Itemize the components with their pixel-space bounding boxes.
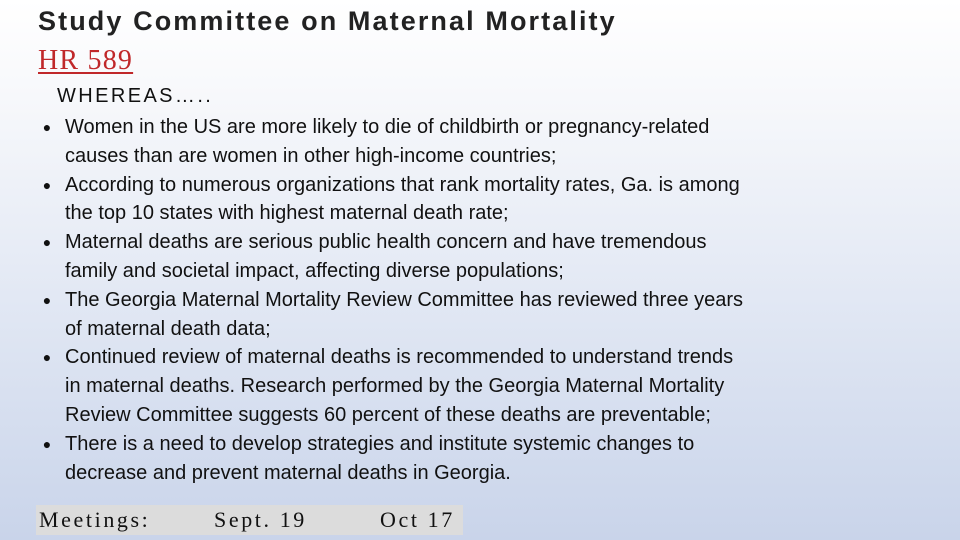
list-item bbox=[38, 343, 898, 429]
bullet-line: Continued review of maternal deaths is recommended to understand trends bbox=[65, 346, 734, 369]
list-item bbox=[38, 113, 898, 171]
bullet-icon: ● bbox=[42, 349, 52, 366]
bullet-icon: ● bbox=[42, 435, 52, 452]
bullet-line: in maternal deaths. Research performed by the Georgia Maternal Mortality bbox=[65, 375, 725, 398]
bullet-line: There is a need to develop strategies and institute systemic changes to bbox=[65, 432, 695, 455]
bullet-line: According to numerous organizations that rank mortality rates, Ga. is among bbox=[65, 173, 740, 196]
bill-number: HR 589 bbox=[38, 45, 134, 76]
bullet-line: the top 10 states with highest maternal death rate; bbox=[65, 202, 509, 225]
bullet-icon: ● bbox=[42, 234, 52, 251]
whereas-list bbox=[38, 113, 898, 487]
bullet-line: The Georgia Maternal Mortality Review Committee has reviewed three years bbox=[65, 288, 744, 311]
slide-title: Study Committee on Maternal Mortality bbox=[38, 6, 617, 36]
bullet-icon: ● bbox=[42, 176, 52, 193]
bullet-line: causes than are women in other high-income countries; bbox=[65, 144, 557, 167]
meetings-label: Meetings: bbox=[39, 507, 151, 532]
bullet-icon: ● bbox=[42, 119, 52, 135]
bullet-line: Women in the US are more likely to die of childbirth or pregnancy-related bbox=[65, 116, 710, 138]
meeting-date: Oct 17 bbox=[380, 507, 455, 532]
list-item bbox=[38, 171, 898, 229]
meetings-bar bbox=[36, 505, 463, 535]
bullet-line: Maternal deaths are serious public health concern and have tremendous bbox=[65, 231, 707, 254]
whereas-intro: WHEREAS….. bbox=[57, 85, 214, 107]
list-item bbox=[38, 430, 898, 488]
bullet-line: decrease and prevent maternal deaths in Georgia. bbox=[65, 461, 511, 484]
bullet-icon: ● bbox=[42, 291, 52, 308]
meeting-date: Sept. 19 bbox=[214, 507, 307, 532]
list-item bbox=[38, 286, 898, 344]
bullet-line: Review Committee suggests 60 percent of these deaths are preventable; bbox=[65, 403, 711, 426]
bullet-line: family and societal impact, affecting diverse populations; bbox=[65, 259, 564, 282]
bullet-line: of maternal death data; bbox=[65, 317, 271, 340]
list-item bbox=[38, 228, 898, 286]
